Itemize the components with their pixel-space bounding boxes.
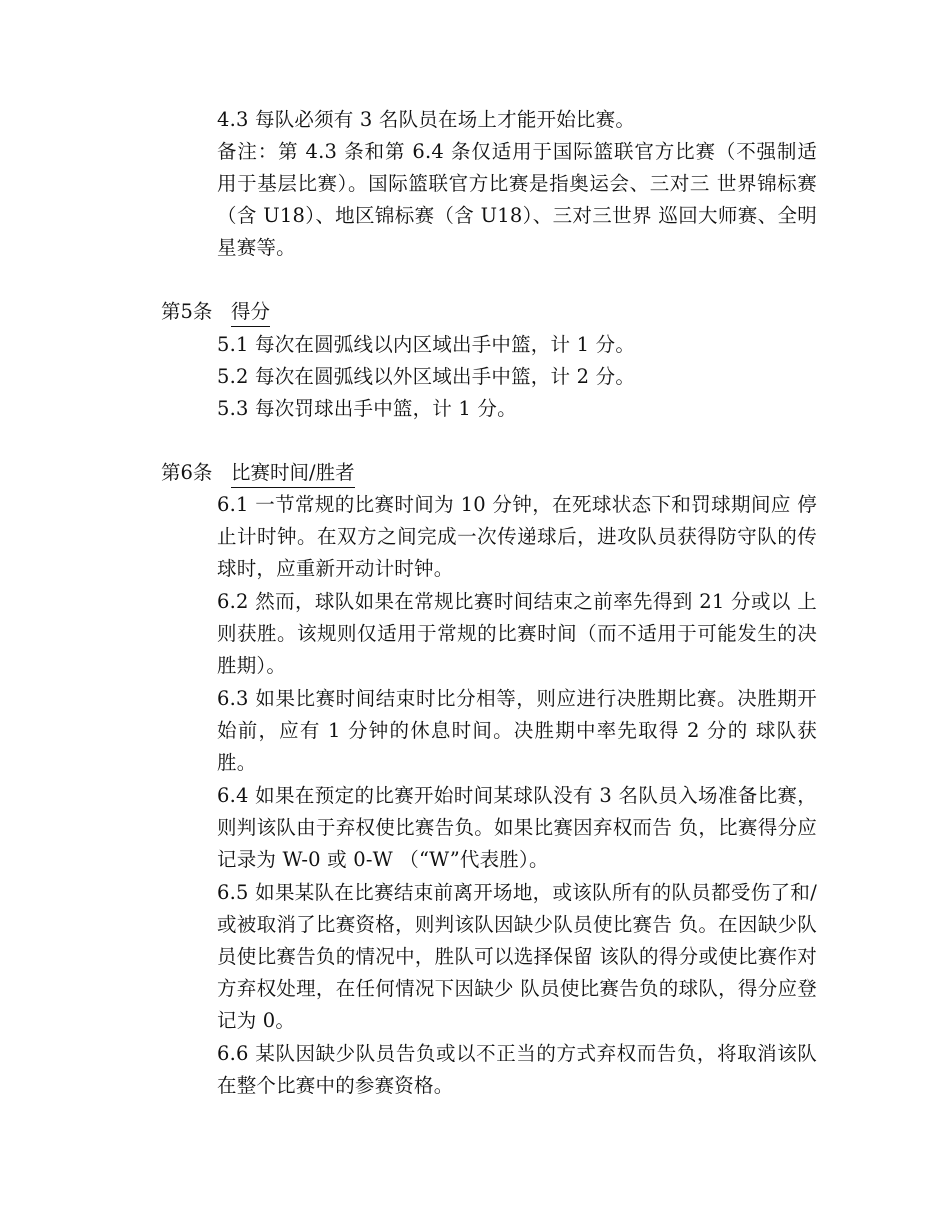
article-6-number: 第6条 [161, 461, 213, 484]
article-5-title: 得分 [231, 299, 270, 327]
paragraph-6-6: 6.6 某队因缺少队员告负或以不正当的方式弃权而告负，将取消该队在整个比赛中的参赛资格。 [217, 1042, 817, 1097]
article-5-heading [161, 296, 270, 328]
article-5-number: 第5条 [161, 300, 213, 323]
paragraph-6-5: 6.5 如果某队在比赛结束前离开场地，或该队所有的队员都受伤了和/或被取消了比赛资格，则判该队因缺少队员使比赛告 负。在因缺少队员使比赛告负的情况中，胜队可以选择保留 该队的得分或使比赛作对方弃权处理，在任何情况下因缺少 队员使比赛告负的球队，得分应登记为 0。 [217, 881, 817, 1032]
article-6-heading [161, 457, 355, 489]
paragraph-4-3: 4.3 每队必须有 3 名队员在场上才能开始比赛。 [217, 108, 636, 131]
paragraph-6-3: 6.3 如果比赛时间结束时比分相等，则应进行决胜期比赛。决胜期开始前，应有 1 分钟的休息时间。决胜期中率先取得 2 分的 球队获胜。 [217, 687, 817, 774]
article-6-title: 比赛时间/胜者 [231, 460, 355, 488]
note-paragraph: 备注：第 4.3 条和第 6.4 条仅适用于国际篮联官方比赛（不强制适用于基层比赛）。国际篮联官方比赛是指奥运会、三对三 世界锦标赛（含 U18）、地区锦标赛（含 U18）、三对三世界 巡回大师赛、全明星赛等。 [217, 140, 817, 259]
paragraph-5-1: 5.1 每次在圆弧线以内区域出手中篮，计 1 分。 [217, 333, 636, 356]
paragraph-6-2: 6.2 然而，球队如果在常规比赛时间结束之前率先得到 21 分或以 上则获胜。该规则仅适用于常规的比赛时间（而不适用于可能发生的决胜期）。 [217, 590, 817, 677]
paragraph-5-2: 5.2 每次在圆弧线以外区域出手中篮，计 2 分。 [217, 365, 636, 388]
paragraph-5-3: 5.3 每次罚球出手中篮，计 1 分。 [217, 397, 517, 420]
paragraph-6-1: 6.1 一节常规的比赛时间为 10 分钟，在死球状态下和罚球期间应 停止计时钟。在双方之间完成一次传递球后，进攻队员获得防守队的传球时，应重新开动计时钟。 [217, 493, 817, 580]
paragraph-6-4: 6.4 如果在预定的比赛开始时间某球队没有 3 名队员入场准备比赛，则判该队由于弃权使比赛告负。如果比赛因弃权而告 负，比赛得分应记录为 W-0 或 0-W （“W”代表胜）。 [217, 784, 817, 871]
